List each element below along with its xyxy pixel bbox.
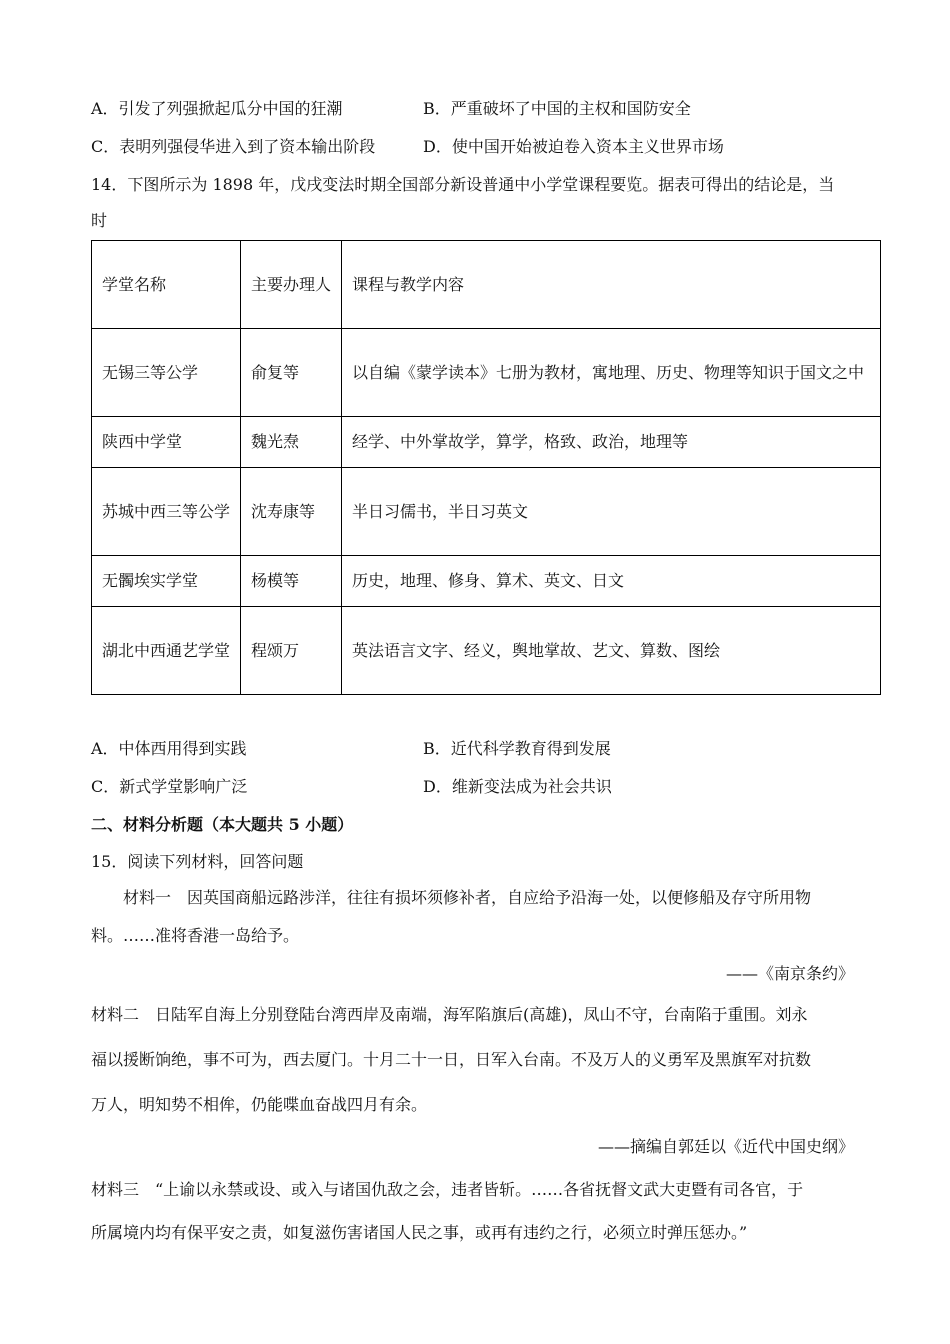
cell-founder: 程颂万 — [241, 607, 342, 695]
q13-option-b: B．严重破坏了中国的主权和国防安全 — [423, 99, 691, 118]
cell-curriculum: 经学、中外掌故学，算学，格致、政治，地理等 — [342, 417, 881, 468]
material-3-text: 材料三 “上谕以永禁或设、或入与诸国仇敌之会，违者皆斩。……各省抚督文武大吏暨有司各官，于 — [91, 1180, 804, 1199]
material-2-text-continued: 福以援断饷绝，事不可为，西去厦门。十月二十一日，日军入台南。不及万人的义勇军及黑旗军对抗数 — [91, 1050, 812, 1069]
q14-stem: 14．下图所示为 1898 年，戊戌变法时期全国部分新设普通中小学堂课程要览。据表可得出的结论是，当 — [91, 175, 835, 194]
cell-curriculum: 半日习儒书，半日习英文 — [342, 468, 881, 556]
q13-option-c: C．表明列强侵华进入到了资本输出阶段 — [91, 137, 376, 156]
header-founder: 主要办理人 — [241, 241, 342, 329]
q15-stem: 15．阅读下列材料，回答问题 — [91, 852, 304, 871]
material-1-source: ——《南京条约》 — [725, 964, 854, 983]
q14-option-c: C．新式学堂影响广泛 — [91, 777, 248, 796]
material-1-text-continued: 料。……准将香港一岛给予。 — [91, 926, 300, 945]
cell-school-name: 无髑埃实学堂 — [92, 556, 241, 607]
section-title: 二、材料分析题（本大题共 5 小题） — [91, 815, 354, 834]
table-row — [92, 556, 881, 607]
header-school-name: 学堂名称 — [92, 241, 241, 329]
material-3-text-continued: 所属境内均有保平安之责，如复滋伤害诸国人民之事，或再有违约之行，必须立时弹压惩办。” — [91, 1223, 748, 1242]
cell-founder: 沈寿康等 — [241, 468, 342, 556]
cell-founder: 魏光焘 — [241, 417, 342, 468]
header-curriculum: 课程与教学内容 — [342, 241, 881, 329]
material-2-source: ——摘编自郭廷以《近代中国史纲》 — [597, 1137, 854, 1156]
table-row — [92, 607, 881, 695]
cell-founder: 杨模等 — [241, 556, 342, 607]
material-2-text: 材料二 日陆军自海上分别登陆台湾西岸及南端，海军陷旗后(高雄)，凤山不守，台南陷于重围。刘永 — [91, 1005, 808, 1024]
cell-school-name: 无锡三等公学 — [92, 329, 241, 417]
cell-curriculum: 以自编《蒙学读本》七册为教材，寓地理、历史、物理等知识于国文之中 — [342, 329, 881, 417]
table-row — [92, 329, 881, 417]
q13-option-d: D．使中国开始被迫卷入资本主义世界市场 — [423, 137, 724, 156]
q13-option-a: A．引发了列强掀起瓜分中国的狂潮 — [91, 99, 343, 118]
q14-stem-continued: 时 — [91, 211, 108, 230]
cell-curriculum: 英法语言文字、经义，舆地掌故、艺文、算数、图绘 — [342, 607, 881, 695]
material-1-text: 材料一 因英国商船远路涉洋，往往有损坏须修补者，自应给予沿海一处，以便修船及存守所用物 — [123, 888, 812, 907]
q14-option-a: A．中体西用得到实践 — [91, 739, 247, 758]
table-row — [92, 417, 881, 468]
cell-founder: 俞复等 — [241, 329, 342, 417]
curriculum-table — [91, 240, 881, 695]
table-header-row — [92, 241, 881, 329]
material-2-text-end: 万人，明知势不相侔，仍能喋血奋战四月有余。 — [91, 1095, 428, 1114]
cell-school-name: 陕西中学堂 — [92, 417, 241, 468]
q14-option-d: D．维新变法成为社会共识 — [423, 777, 612, 796]
q14-option-b: B．近代科学教育得到发展 — [423, 739, 611, 758]
table-row — [92, 468, 881, 556]
cell-school-name: 苏城中西三等公学 — [92, 468, 241, 556]
cell-curriculum: 历史，地理、修身、算术、英文、日文 — [342, 556, 881, 607]
cell-school-name: 湖北中西通艺学堂 — [92, 607, 241, 695]
